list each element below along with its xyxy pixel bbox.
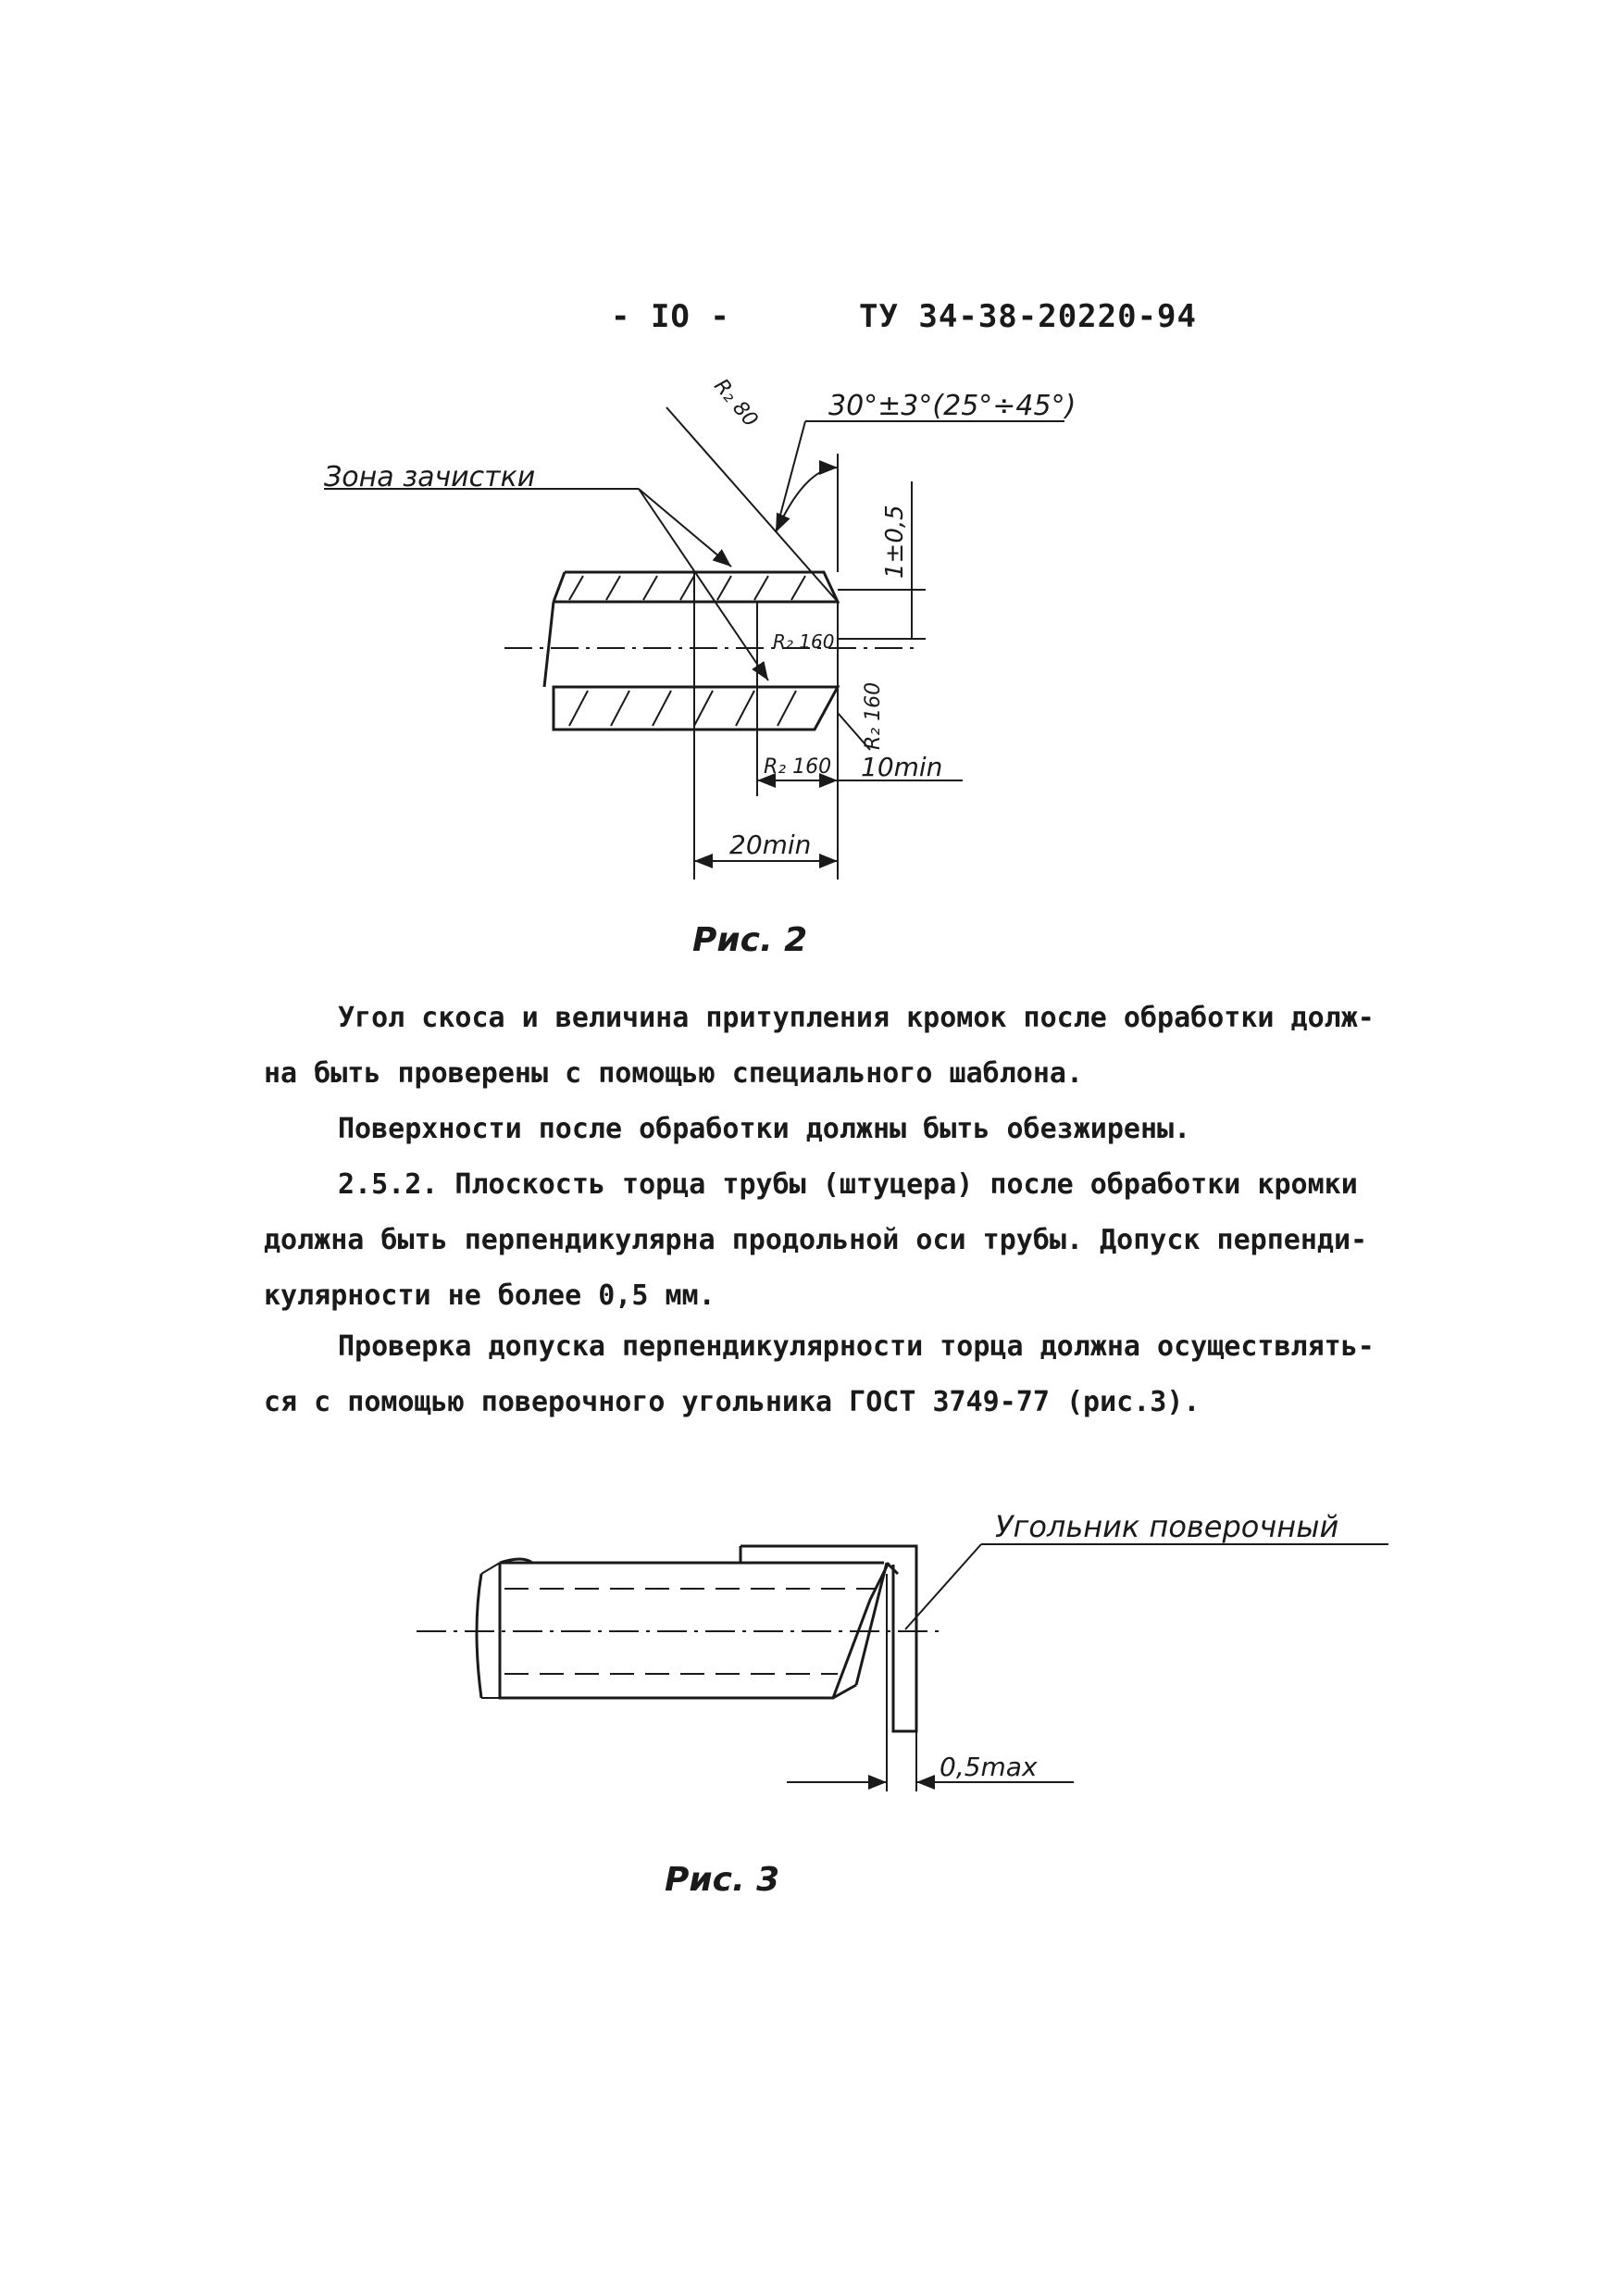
zone-label: Зона зачистки bbox=[324, 461, 536, 493]
r-top-label: R₂ 80 bbox=[709, 374, 763, 432]
paragraph-line: 2.5.2. Плоскость торца трубы (штуцера) после обработки кромки bbox=[338, 1168, 1358, 1201]
page-number: - IO - bbox=[611, 298, 730, 335]
paragraph-line: должна быть перпендикулярна продольной оси трубы. Допуск перпенди- bbox=[264, 1224, 1368, 1256]
square-label: Угольник поверочный bbox=[995, 1509, 1339, 1544]
angle-label: 30°±3°(25°÷45°) bbox=[828, 390, 1077, 422]
dim-05max-label: 0,5max bbox=[940, 1752, 1038, 1782]
dim-20min-label: 20min bbox=[729, 830, 812, 860]
figure-3-caption: Рис. 3 bbox=[665, 1861, 780, 1899]
r-outer-label: R₂ 160 bbox=[862, 681, 885, 750]
gap-dim-label: 1±0,5 bbox=[881, 505, 909, 579]
paragraph-line: Поверхности после обработки должны быть обезжирены. bbox=[338, 1113, 1191, 1145]
paragraph-line: на быть проверены с помощью специального шаблона. bbox=[264, 1057, 1084, 1090]
paragraph-1 bbox=[264, 991, 1412, 1102]
paragraph-line: ся с помощью поверочного угольника ГОСТ 3749-77 (рис.3). bbox=[264, 1386, 1201, 1418]
paragraph-line: кулярности не более 0,5 мм. bbox=[264, 1279, 716, 1312]
figure-2-caption: Рис. 2 bbox=[692, 921, 808, 959]
paragraph-line: Проверка допуска перпендикулярности торца должна осуществлять- bbox=[338, 1330, 1375, 1363]
paragraph-4 bbox=[264, 1319, 1412, 1430]
r-bottom-label: R₂ 160 bbox=[764, 755, 832, 779]
paragraph-2 bbox=[264, 1102, 1412, 1157]
figure-3-drawing bbox=[417, 1544, 1388, 1791]
paragraph-line: Угол скоса и величина притупления кромок после обработки долж- bbox=[338, 1002, 1375, 1034]
paragraph-3 bbox=[264, 1157, 1412, 1324]
document-code: ТУ 34-38-20220-94 bbox=[859, 298, 1197, 335]
dim-10min-label: 10min bbox=[861, 752, 943, 782]
r-inner-label: R₂ 160 bbox=[773, 630, 835, 653]
